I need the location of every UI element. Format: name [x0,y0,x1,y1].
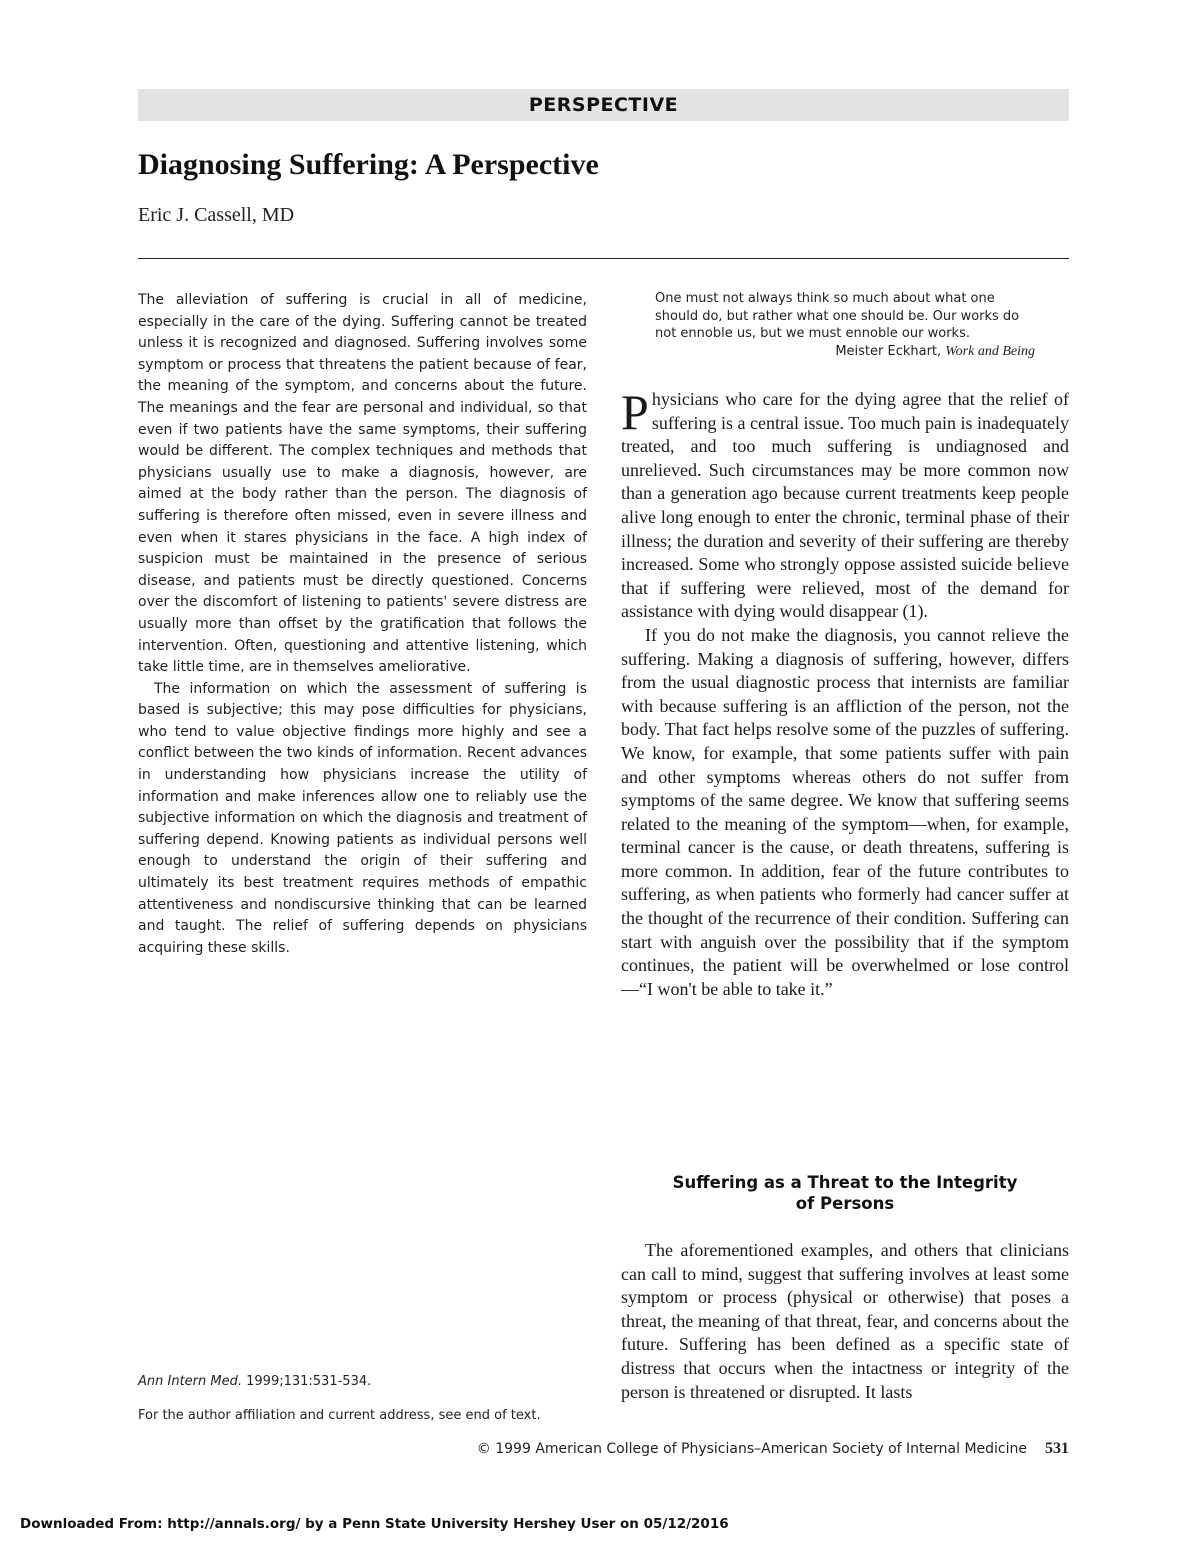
section-subheading [621,1172,1069,1214]
abstract-paragraph-1: The alleviation of suffering is crucial in all of medicine, especially in the care of the dying. Suffering cannot be treated unless it is recognized and diagnosed. Suffering involves some symptom or process that threatens the patient because of fear, the meaning of the symptom, and concerns about the future. The meanings and the fear are personal and individual, so that even if two patients have the same symptoms, their suffering would be different. The complex techniques and methods that physicians usually use to make a diagnosis, however, are aimed at the body rather than the person. The diagnosis of suffering is therefore often missed, even in severe illness and even when it stares physicians in the face. A high index of suspicion must be maintained in the presence of serious disease, and patients must be directly questioned. Concerns over the discomfort of listening to patients' severe distress are usually more than offset by the gratification that follows the intervention. Often, questioning and attentive listening, which take little time, are in themselves ameliorative. [138,292,587,676]
body-paragraph-2: If you do not make the diagnosis, you cannot relieve the suffering. Making a diagnosis of suffering, however, differs from the usual diagnostic process that internists are familiar with because suffering is an affliction of the person, not the body. That fact helps resolve some of the puzzles of suffering. We know, for example, that some patients suffer with pain and other symptoms whereas others do not suffer from symptoms of the same degree. We know that suffering seems related to the meaning of the symptom—when, for example, terminal cancer is the cause, or death threatens, suffering is more common. In addition, fear of the future contributes to suffering, as when patients who formerly had cancer suffer at the thought of the recurrence of their condition. Suffering can start with anguish over the possibility that if the symptom continues, the patient will be overwhelmed or lose control—“I won't be able to take it.” [621,624,1069,999]
article-title: Diagnosing Suffering: A Perspective [138,148,599,181]
abstract [138,290,587,959]
page-number: 531 [1045,1440,1069,1457]
header-divider [138,258,1069,259]
body-text [621,384,1069,1001]
body-paragraph-3: The aforementioned examples, and others that clinicians can call to mind, suggest that suffering involves at least some symptom or process (physical or otherwise) that poses a threat, the meaning of that threat, fear, and concerns about the future. Suffering has been defined as a specific state of distress that occurs when the intactness or integrity of the person is threatened or disrupted. It lasts [621,1240,1069,1402]
copyright-notice: © 1999 American College of Physicians–American Society of Internal Medicine [476,1441,1027,1457]
epigraph-work: Work and Being [945,343,1035,359]
body-text-continued [621,1239,1069,1404]
download-note: Downloaded From: http://annals.org/ by a Penn State University Hershey User on 05/12/2016 [20,1516,729,1532]
journal-citation [138,1374,371,1389]
citation-details: 1999;131:531-534. [242,1374,372,1389]
affiliation-note: For the author affiliation and current address, see end of text. [138,1408,541,1423]
body-paragraph-1 [621,384,1069,624]
journal-name: Ann Intern Med. [138,1374,242,1389]
page-footer [400,1440,1069,1458]
section-label: PERSPECTIVE [138,89,1069,121]
drop-cap: P [621,384,649,440]
abstract-paragraph-2: The information on which the assessment of suffering is based is subjective; this may pose difficulties for physicians, who tend to value objective findings more highly and see a conflict between the two kinds of information. Recent advances in understanding how physicians increase the utility of information and make inferences allow one to reliably use the subjective information on which the diagnosis and treatment of suffering depend. Knowing patients as individual persons well enough to understand the origin of their suffering and ultimately its best treatment requires methods of empathic attentiveness and nondiscursive thinking that can be learned and taught. The relief of suffering depends on physicians acquiring these skills. [138,680,587,956]
epigraph-author: Meister Eckhart, [835,343,946,359]
body-paragraph-1-text: hysicians who care for the dying agree that the relief of suffering is a central issue. Too much pain is inadequately treated, and too much suffering is undiagnosed and unrelieved. Such circumstances may be more common now than a generation ago because current treatments keep people alive long enough to enter the chronic, terminal phase of their illness; the duration and severity of their suffering are thereby increased. Some who strongly oppose assisted suicide believe that if suffering were relieved, most of the demand for assistance with dying would disappear (1). [621,389,1069,622]
article-author: Eric J. Cassell, MD [138,204,295,226]
epigraph [655,290,1035,360]
subheading-line-2: of Persons [795,1194,895,1213]
epigraph-attribution [655,343,1035,361]
epigraph-quote: One must not always think so much about what one should do, but rather what one should be. Our works do not ennoble us, but we must ennoble our works. [655,291,1020,341]
subheading-line-1: Suffering as a Threat to the Integrity [672,1173,1018,1192]
